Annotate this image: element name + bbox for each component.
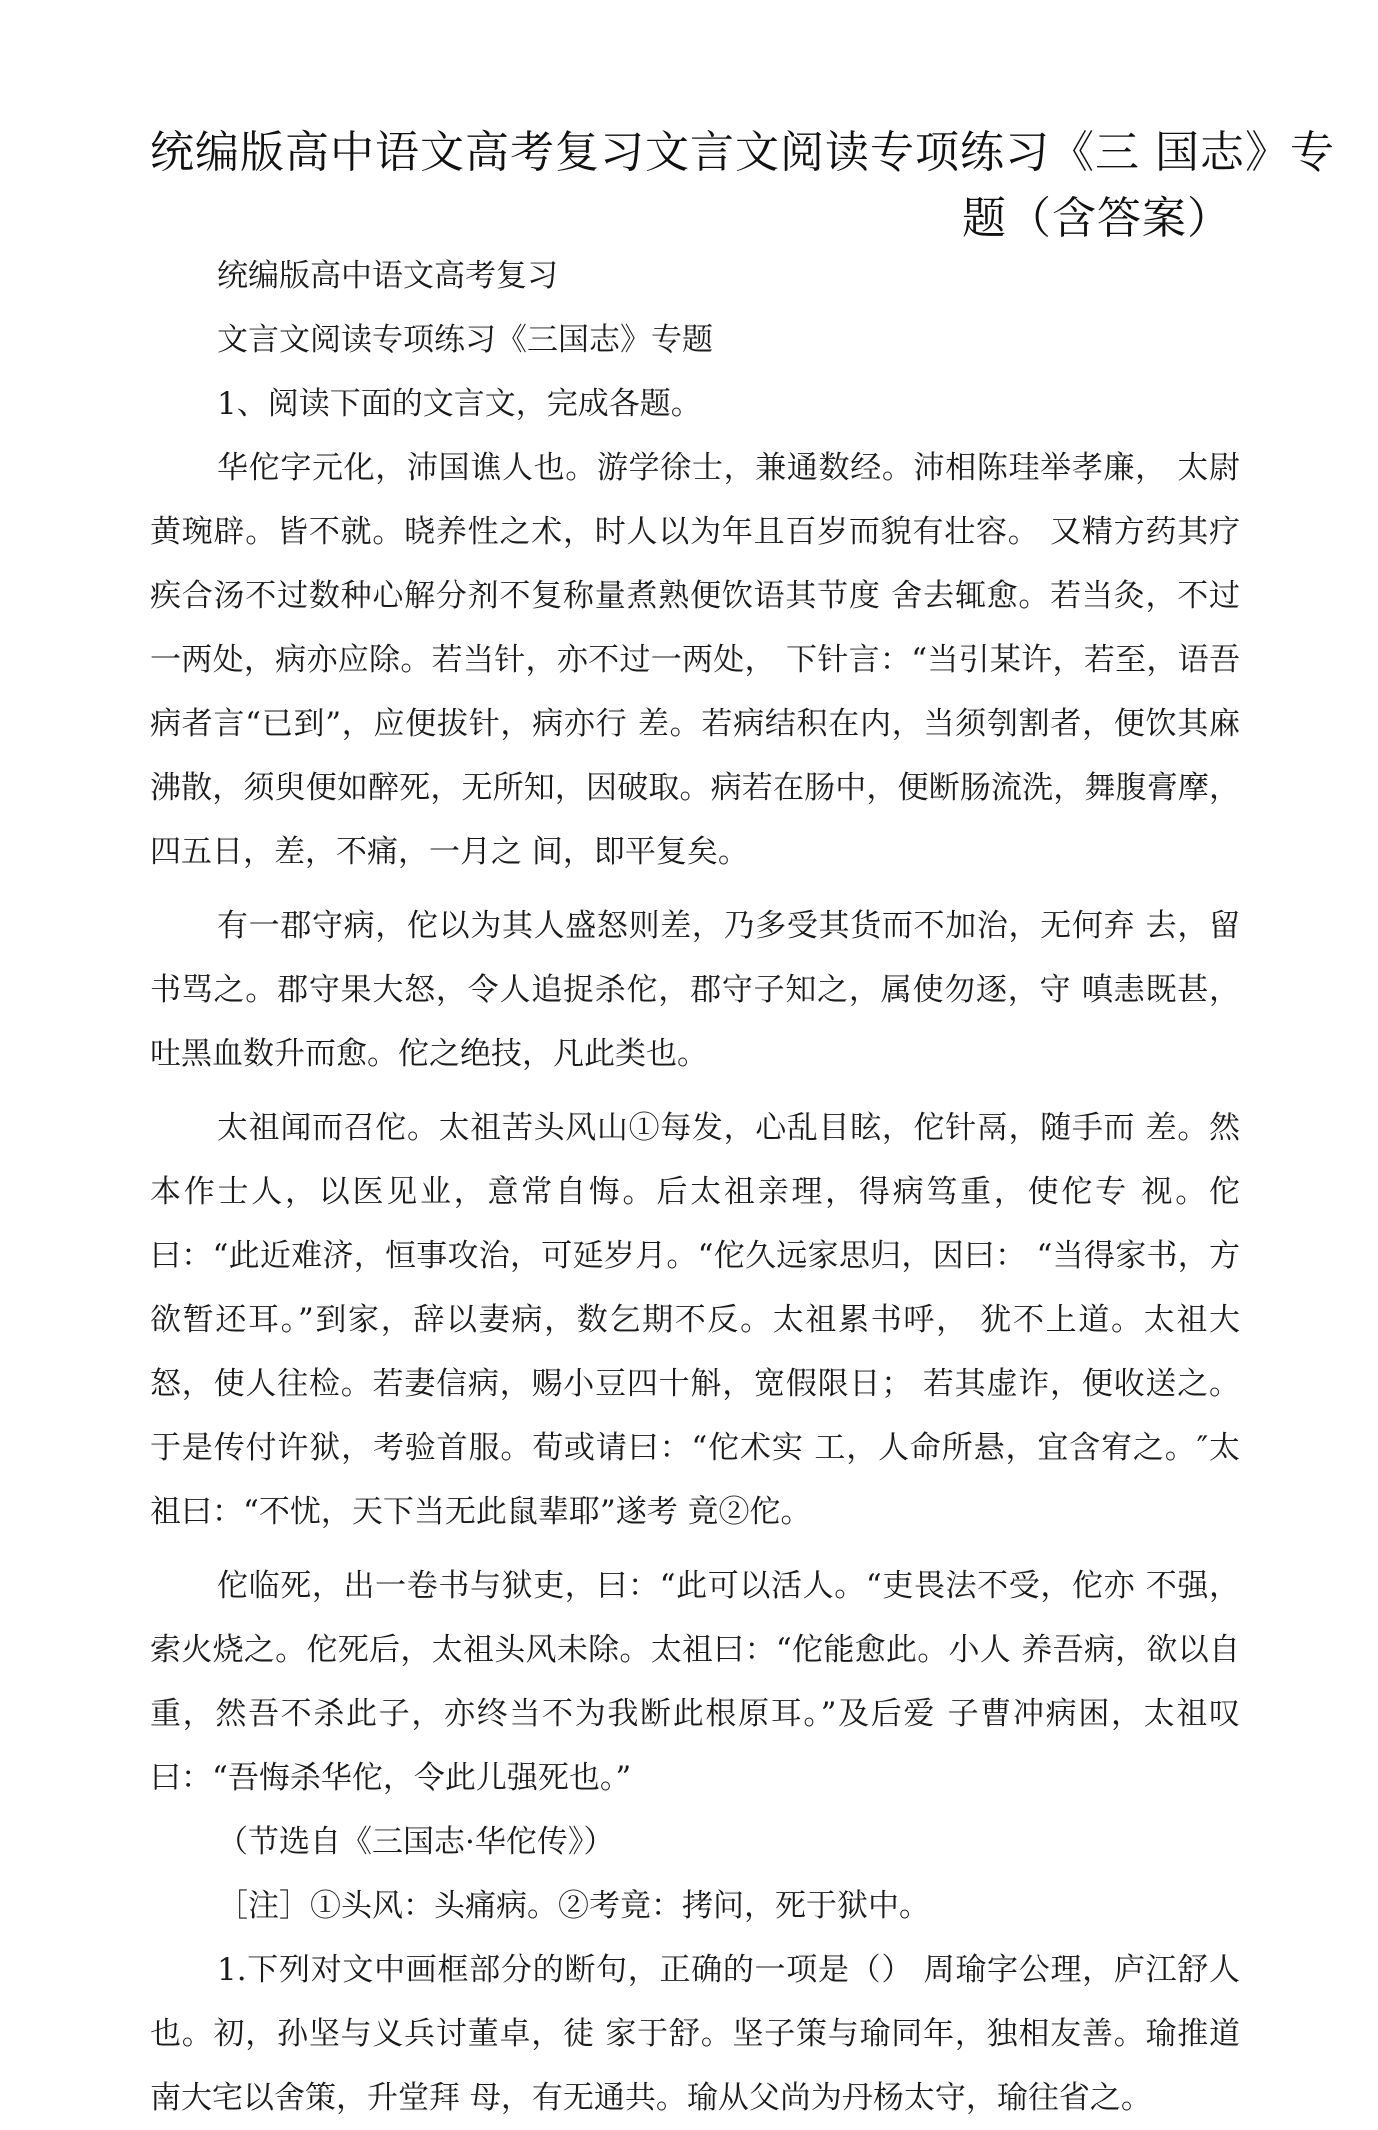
document-title [150,120,1335,252]
source-citation: （节选自《三国志·华佗传》） [217,1824,615,1860]
title-line-2: 题（含答案） [962,193,1232,244]
document-body [150,244,1240,2130]
passage-paragraph-1: 华佗字元化，沛国谯人也。游学徐士，兼通数经。沛相陈珪举孝廉， 太尉黄琬辟。皆不就。晓养性之术，时人以为年且百岁而貌有壮容。 又精方药其疗疾合汤不过数种心解分剂不复称量煮熟便饮语其节度 舍去辄愈。若当灸，不过一两处，病亦应除。若当针，亦不过一两处， 下针言：“当引某许，若至，语吾病者言“已到”，应便拔针，病亦行 差。若病结积在内，当须刳割者，便饮其麻沸散，须臾便如醉死，无所知，因破取。病若在肠中，便断肠流洗，舞腹膏摩，四五日，差，不痛，一月之 间，即平复矣。 [150,450,1240,870]
subtitle-line-2: 文言文阅读专项练习《三国志》专题 [217,322,713,358]
passage-paragraph-4: 佗临死，出一卷书与狱吏，曰：“此可以活人。“吏畏法不受，佗亦 不强，索火烧之。佗死后，太祖头风未除。太祖曰：“佗能愈此。小人 养吾病，欲以自重，然吾不杀此子，亦终当不为我断此根原耳。”及后爱 子曹冲病困，太祖叹曰：“吾悔杀华佗，令此儿强死也。” [150,1568,1240,1796]
title-line-1: 统编版高中语文高考复习文言文阅读专项练习《三 国志》专 [150,127,1335,178]
subtitle-line-1: 统编版高中语文高考复习 [217,258,558,294]
question-instruction: 1、阅读下面的文言文，完成各题。 [217,386,702,422]
passage-paragraph-3: 太祖闻而召佗。太祖苦头风山①每发，心乱目眩，佗针鬲，随手而 差。然本作士人，以医见业，意常自悔。后太祖亲理，得病笃重，使佗专 视。佗曰：“此近难济，恒事攻治，可延岁月。“佗久远家思归，因曰： “当得家书，方欲暂还耳。”到家，辞以妻病，数乞期不反。太祖累书呼， 犹不上道。太祖大怒，使人往检。若妻信病，赐小豆四十斛，宽假限日； 若其虚诈，便收送之。于是传付许狱，考验首服。荀或请曰：“佗术实 工，人命所悬，宜含宥之。″太祖曰：“不忧，天下当无此鼠辈耶”遂考 竟②佗。 [150,1110,1240,1530]
passage-paragraph-2: 有一郡守病，佗以为其人盛怒则差，乃多受其货而不加治，无何弃 去，留书骂之。郡守果大怒，令人追捉杀佗，郡守子知之，属使勿逐，守 嗔恚既甚，吐黑血数升而愈。佗之绝技，凡此类也。 [150,908,1240,1072]
annotation-note: ［注］①头风：头痛病。②考竟：拷问，死于狱中。 [217,1888,930,1924]
question-1: 1.下列对文中画框部分的断句，正确的一项是（） 周瑜字公理，庐江舒人也。初，孙坚与义兵讨董卓，徒 家于舒。坚子策与瑜同年，独相友善。瑜推道南大宅以舍策，升堂拜 母，有无通共。瑜从父尚为丹杨太守，瑜往省之。 [150,1952,1240,2116]
